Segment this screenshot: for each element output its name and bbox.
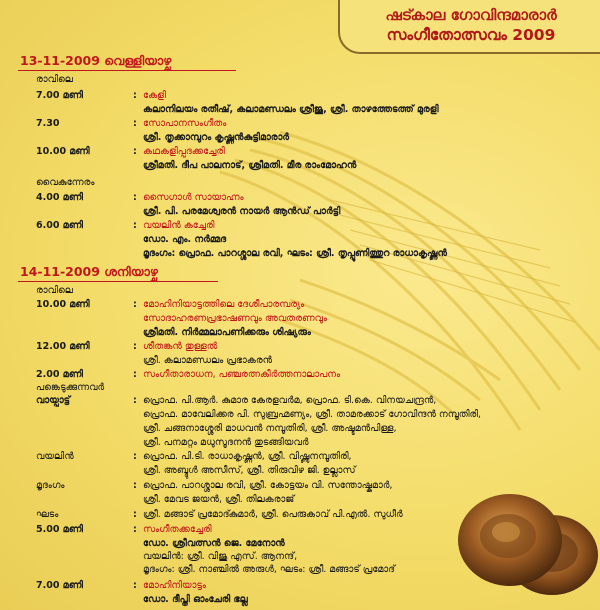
participants-vocal-line4: ശ്രീ. പനമറ്റം മധുസൂദനൻ തുടങ്ങിയവർ: [143, 437, 309, 448]
separator: :: [133, 192, 137, 203]
day2-item2-event: ശീതങ്കൻ തുള്ളൽ: [143, 341, 218, 352]
participants-violin-line1: പ്രൊഫ. പി.ടി. രാധാകൃഷ്ണൻ, ശ്രീ. വിഷ്ണുനമ്പൂതിരി,: [143, 451, 352, 462]
day2-item1-event-line2: സോദാഹരണപ്രഭാഷണവും അവതരണവും: [143, 313, 327, 324]
separator: :: [133, 118, 137, 129]
day1-item4-performers: ശ്രീ. പി. പരമേശ്വരൻ നായർ ആൻഡ് പാർട്ടി: [143, 206, 341, 217]
day2-item3-event: സംഗീതാരാധന, പഞ്ചരത്നകീർത്തനാലാപനം: [143, 369, 341, 380]
day2-evening1-percussion: മൃദംഗം: ശ്രീ. നാഞ്ചിൽ അരുൾ, ഘടം: ശ്രീ. മങ്ങാട് പ്രമോദ്: [143, 564, 395, 575]
day1-item5-accompanists: മൃദംഗം: പ്രൊഫ. പാറശ്ശാല രവി, ഘടം: ശ്രീ. തൃപ്പൂണിത്തുറ രാധാകൃഷ്ണൻ: [143, 248, 447, 259]
day1-morning-label: രാവിലെ: [36, 74, 73, 85]
festival-header: [338, 0, 600, 54]
day1-item2-event: സോപാനസംഗീതം: [143, 118, 227, 129]
separator: :: [133, 299, 137, 310]
day2-evening2-time: 7.00 മണി: [36, 580, 83, 591]
day2-evening2-event: മോഹിനിയാട്ടം: [143, 580, 206, 591]
day1-item3-event: കഥകളിപ്പദക്കച്ചേരി: [143, 146, 225, 157]
day1-item5-event: വയലിൻ കച്ചേരി: [143, 220, 215, 231]
day2-item1-performers: ശ്രീമതി. നിർമ്മലാപണിക്കരും ശിഷ്യരും: [143, 327, 311, 338]
day2-morning-label: രാവിലെ: [36, 285, 73, 296]
day2-evening1-event: സംഗീതക്കച്ചേരി: [143, 524, 212, 535]
day1-item3-time: 10.00 മണി: [36, 146, 90, 157]
festival-title-line1: ഷട്കാല ഗോവിന്ദമാരാർ: [385, 6, 557, 24]
day1-item5-time: 6.00 മണി: [36, 220, 83, 231]
cymbal-instrument-illustration: [450, 440, 600, 610]
day1-item4-event: സൈഗാൾ സായാഹ്നം: [143, 192, 244, 203]
day1-item3-performers: ശ്രീമതി. ദീപ പാലനാട്, ശ്രീമതി. മീര രാംമോഹൻ: [143, 160, 357, 171]
participants-vocal-line1: പ്രൊഫ. പി.ആർ. കുമാര കേരളവർമ, പ്രൊഫ. ടി.കെ. വിനയചന്ദ്രൻ,: [143, 395, 437, 406]
participants-ghatam-label: ഘടം: [36, 509, 59, 520]
participants-vocal-label: വായ്പാട്ട്: [36, 395, 71, 406]
participants-vocal-line2: പ്രൊഫ. മാവേലിക്കര പി. സുബ്രഹ്മണ്യം, ശ്രീ. താമരക്കാട് ഗോവിന്ദൻ നമ്പൂതിരി,: [143, 409, 482, 420]
participants-ghatam-line1: ശ്രീ. മങ്ങാട് പ്രമോദ്കുമാർ, ശ്രീ. പെരുകാവ് പി.എൽ. സുധീർ: [143, 509, 403, 520]
day1-item1-time: 7.00 മണി: [36, 90, 83, 101]
day1-item1-event: കേളി: [143, 90, 166, 101]
day2-heading-rule: [18, 281, 218, 282]
day1-item4-time: 4.00 മണി: [36, 192, 83, 203]
day2-evening1-performer: ഡോ. ശ്രീവത്സൻ ജെ. മേനോൻ: [143, 538, 285, 549]
day2-item3-time: 2.00 മണി: [36, 369, 83, 380]
separator: :: [133, 395, 137, 406]
separator: :: [133, 146, 137, 157]
day2-evening2-performer: ഡോ. ദീപ്തി ഓംചേരി ഭല്ല: [143, 594, 248, 605]
separator: :: [133, 341, 137, 352]
participants-violin-line2: ശ്രീ. അബ്ദുൾ അസീസ്, ശ്രീ. തിരുവിഴ ജി. ഉല്ലാസ്: [143, 465, 356, 476]
day1-item5-performers: ഡോ. എം. നർമ്മദ: [143, 234, 227, 245]
day1-item2-performers: ശ്രീ. തൃക്കാമ്പുറം കൃഷ്ണൻകുട്ടിമാരാർ: [143, 132, 290, 143]
separator: :: [133, 480, 137, 491]
separator: :: [133, 580, 137, 591]
separator: :: [133, 524, 137, 535]
day2-item2-time: 12.00 മണി: [36, 341, 90, 352]
day2-evening1-violin: വയലിൻ: ശ്രീ. വിജു എസ്. ആനന്ദ്,: [143, 551, 298, 562]
participants-vocal-line3: ശ്രീ. ചങ്ങനാശ്ശേരി മാധവൻ നമ്പൂതിരി, ശ്രീ. അഷ്ടമൻപിള്ള,: [143, 423, 397, 434]
day1-item1-performers: കലാനിലയം രതീഷ്, കലാമണ്ഡലം ശ്രീജു, ശ്രീ. താഴത്തേടത്ത് മുരളി: [143, 104, 439, 115]
festival-title-line2: സംഗീതോത്സവം 2009: [386, 26, 556, 44]
separator: :: [133, 509, 137, 520]
participants-violin-label: വയലിൻ: [36, 451, 74, 462]
day2-item1-time: 10.00 മണി: [36, 299, 90, 310]
day2-date-heading: 14-11-2009 ശനിയാഴ്ച: [20, 264, 158, 279]
day1-heading-rule: [18, 70, 236, 71]
day2-evening1-time: 5.00 മണി: [36, 524, 83, 535]
day1-item2-time: 7.30: [36, 118, 60, 129]
day1-evening-label: വൈകുന്നേരം: [36, 177, 95, 188]
day2-item1-event: മോഹിനിയാട്ടത്തിലെ ദേശീപാരമ്പര്യം: [143, 299, 305, 310]
separator: :: [133, 90, 137, 101]
participants-mridangam-label: മൃദംഗം: [36, 480, 65, 491]
participants-mridangam-line2: ശ്രീ. മേവട ജയൻ, ശ്രീ. തിലകരാജ്: [143, 494, 295, 505]
day1-date-heading: 13-11-2009 വെള്ളിയാഴ്ച: [20, 53, 172, 68]
day2-item2-performers: ശ്രീ. കലാമണ്ഡലം പ്രഭാകരൻ: [143, 355, 273, 366]
separator: :: [133, 451, 137, 462]
separator: :: [133, 220, 137, 231]
participants-mridangam-line1: പ്രൊഫ. പാറശ്ശാല രവി, ശ്രീ. കോട്ടയം വി. സന്തോഷ്കുമാർ,: [143, 480, 393, 491]
day2-participants-label: പങ്കെടുക്കുന്നവർ: [36, 382, 105, 393]
separator: :: [133, 369, 137, 380]
